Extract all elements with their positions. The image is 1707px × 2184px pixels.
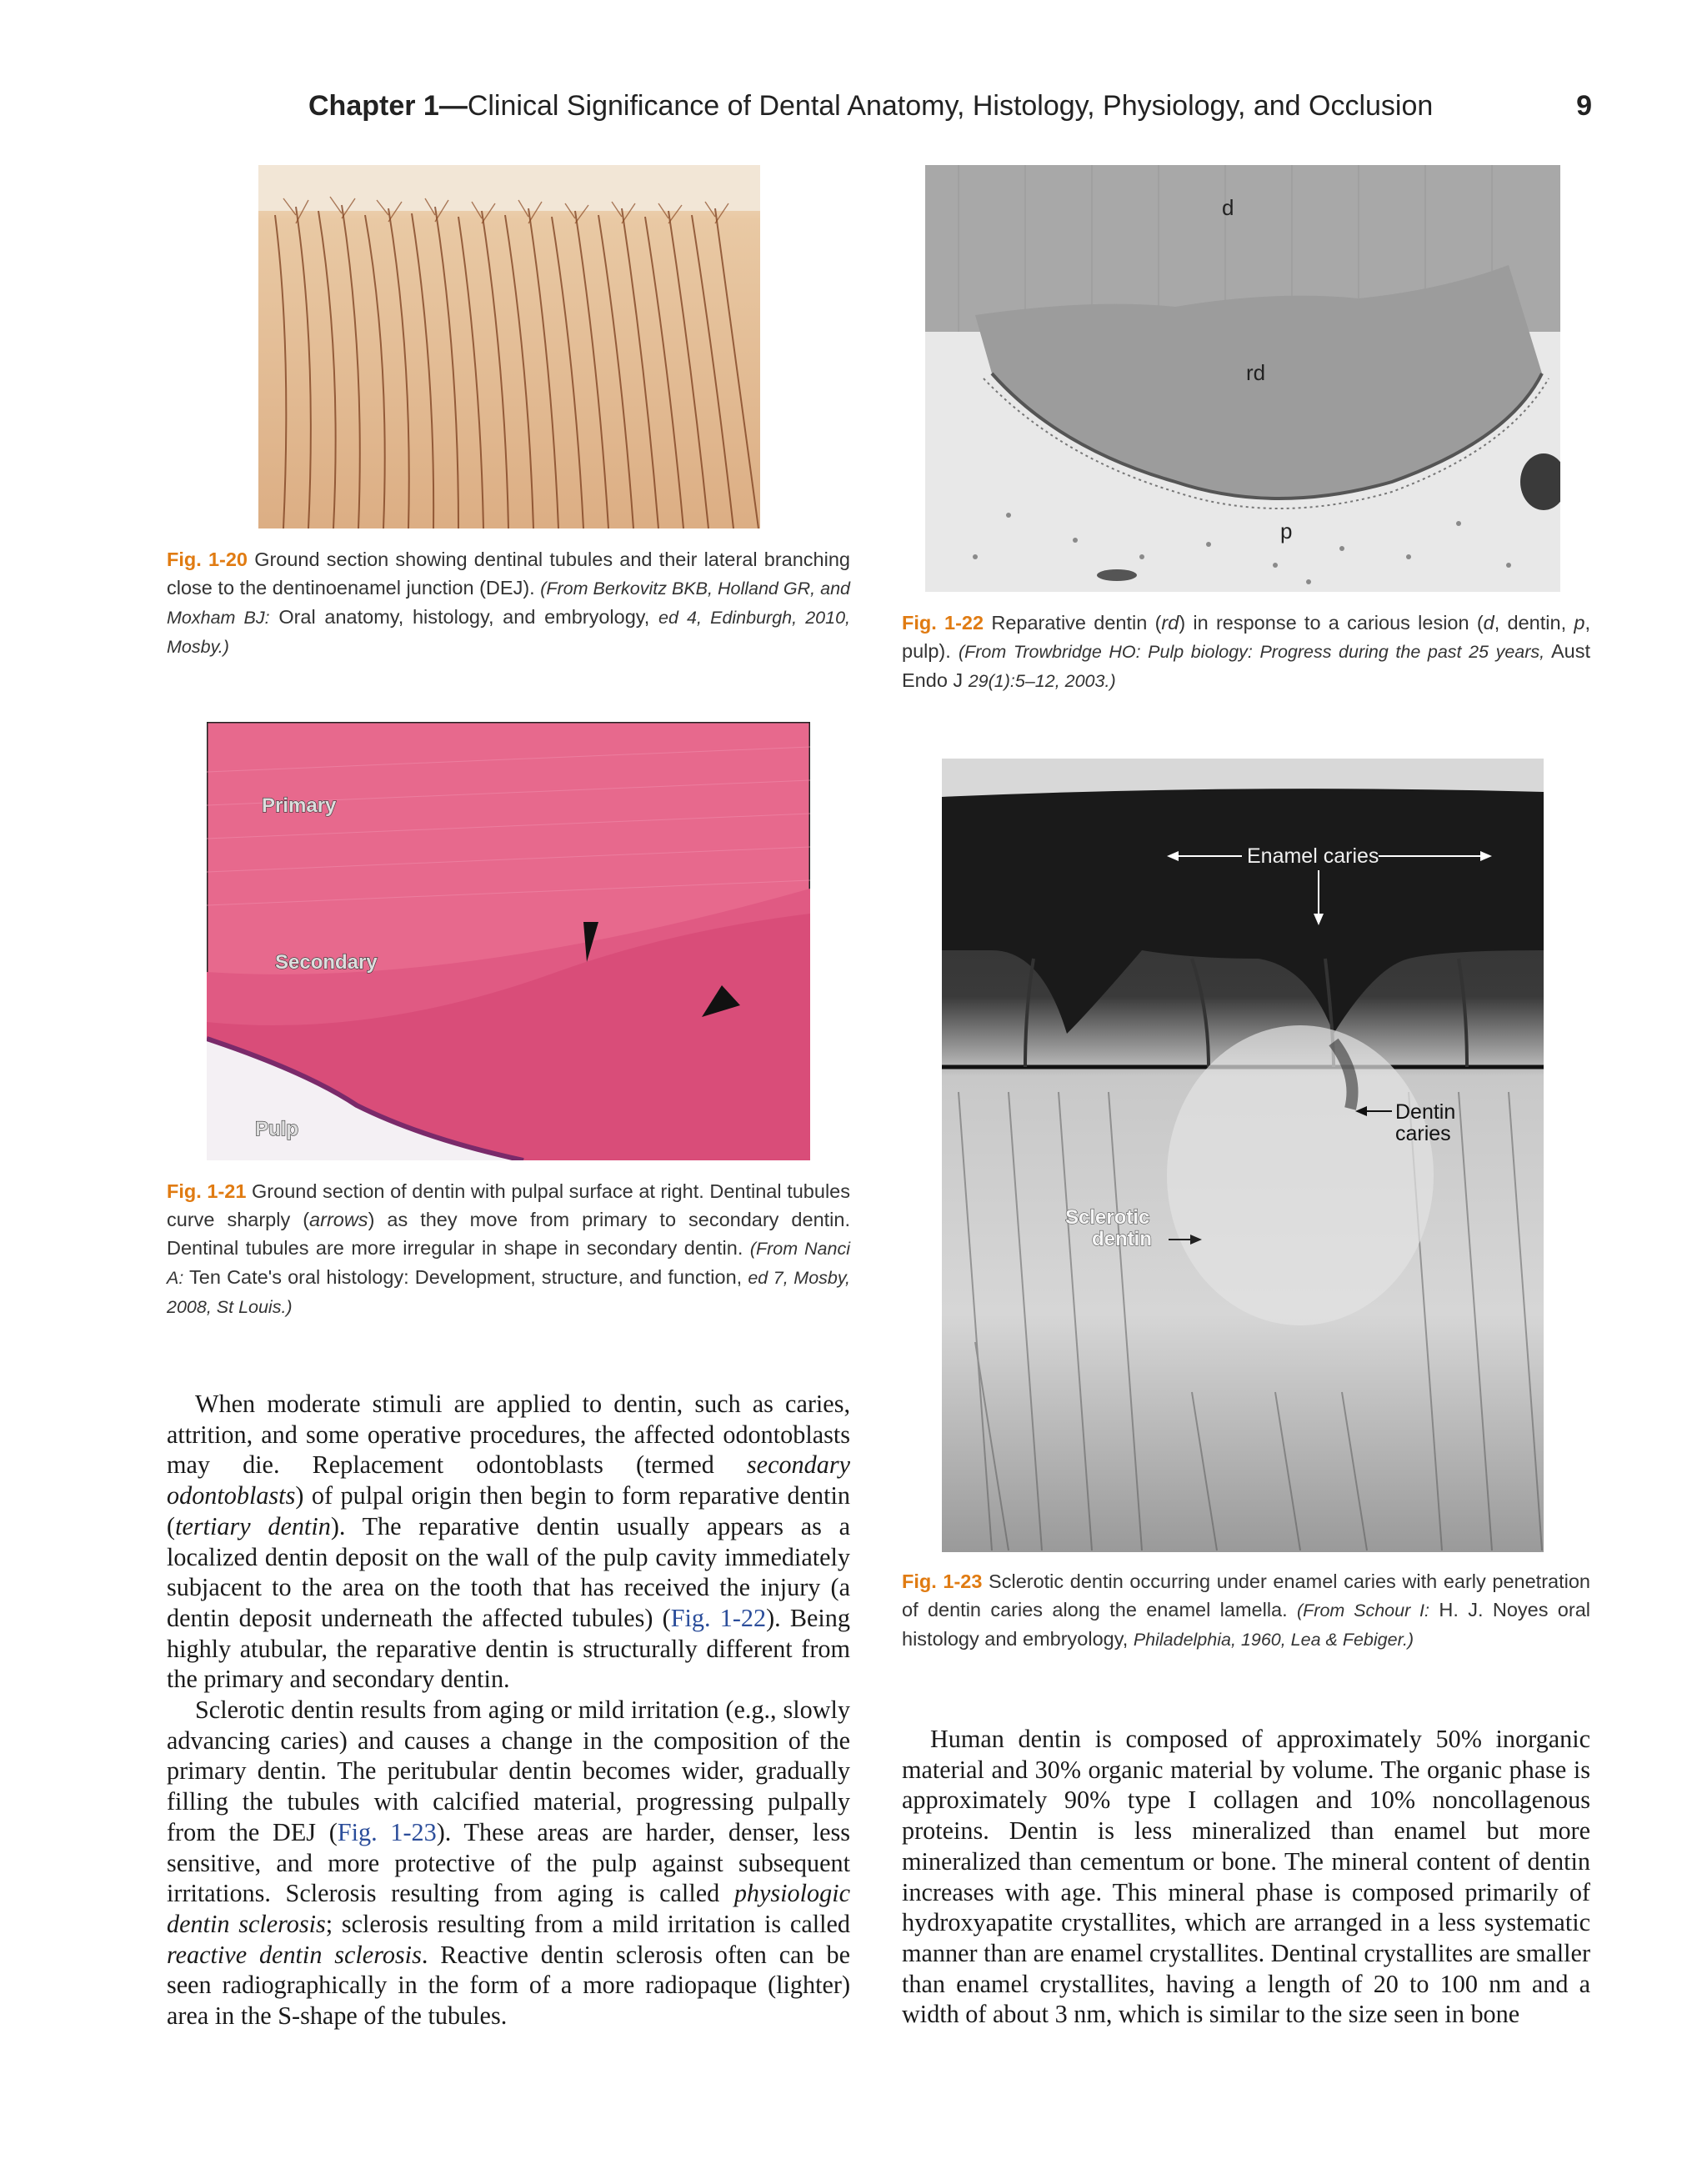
caption-term: p <box>1574 612 1585 634</box>
running-header <box>308 90 1592 133</box>
figure-1-23-caption <box>902 1567 1590 1654</box>
label-secondary: Secondary <box>275 951 378 974</box>
figure-number: Fig. 1-20 <box>167 549 248 570</box>
text-run: ; sclerosis resulting from a mild irritation is called <box>325 1909 850 1938</box>
figure-1-22-caption <box>902 609 1590 695</box>
chapter-label: Chapter 1— <box>308 90 468 122</box>
label-p: p <box>1280 518 1293 543</box>
label-dentin-caries-line1: Dentin <box>1395 1100 1456 1124</box>
caption-source-detail: Philadelphia, 1960, Lea & Febiger.) <box>1133 1630 1414 1650</box>
caption-text: , pulp). <box>902 612 1590 662</box>
caption-term: d <box>1483 612 1494 634</box>
chapter-title: Clinical Significance of Dental Anatomy, Histology, Physiology, and Occlusion <box>467 90 1434 122</box>
caption-source-title: H. J. Noyes oral histology and embryology, <box>902 1599 1590 1650</box>
term: secondary odontoblasts <box>167 1450 850 1510</box>
label-rd: rd <box>1246 360 1266 385</box>
caption-term: arrows <box>309 1209 368 1230</box>
caption-text: , dentin, <box>1494 612 1574 634</box>
label-pulp: Pulp <box>255 1118 298 1140</box>
caption-source: (From Berkovitz BKB, Holland GR, and Moxham BJ: <box>167 579 850 628</box>
caption-source: (From Trowbridge HO: Pulp biology: Progress during the past 25 years, <box>958 642 1545 662</box>
label-primary: Primary <box>262 794 337 817</box>
body-text-right-column <box>902 1724 1590 2030</box>
figure-1-21-image <box>207 722 810 1160</box>
label-sclerotic-line2: dentin <box>1092 1228 1152 1250</box>
figure-link[interactable]: Fig. 1-23 <box>337 1817 437 1846</box>
text-run: ). Being highly atubular, the reparative dentin is structurally different from the primary and secondary dentin. <box>167 1603 850 1694</box>
text-run: ). The reparative dentin usually appears as a localized dentin deposit on the wall of the pulp cavity immediately subjacent to the area on the tooth that has received the injury (a dentin deposit underneath the affected tubules) ( <box>167 1511 850 1632</box>
label-dentin-caries-line2: caries <box>1395 1122 1451 1145</box>
figure-1-20-image <box>258 165 760 528</box>
caption-source: (From Schour I: <box>1297 1600 1429 1620</box>
label-d: d <box>1222 195 1234 220</box>
caption-term: rd <box>1161 612 1179 634</box>
figure-1-20-caption <box>167 545 850 661</box>
caption-source-detail: ed 7, Mosby, 2008, St Louis.) <box>167 1268 851 1317</box>
paragraph: Human dentin is composed of approximately 50% inorganic material and 30% organic material by volume. The organic phase is approximately 90% type I collagen and 10% noncollagenous proteins. Dentin is less mineralized than enamel but more mineralized than cementum or bone. The mineral content of dentin increases with age. This mineral phase is composed primarily of hydroxyapatite crystallites, which are arranged in a less systematic manner than are enamel crystallites. Dentinal crystallites are smaller than enamel crystallites, having a length of 20 to 100 nm and a width of about 3 nm, which is similar to the size seen in bone <box>902 1725 1590 2029</box>
text-run: ) of pulpal origin then begin to form reparative dentin ( <box>167 1481 850 1540</box>
caption-source: (From Nanci A: <box>167 1239 850 1288</box>
text-run: ). These areas are harder, denser, less sensitive, and more protective of the pulp against subsequent irritations. Sclerosis resulting from aging is called <box>167 1817 850 1908</box>
figure-number: Fig. 1-23 <box>902 1570 983 1592</box>
caption-text: Ground section showing dentinal tubules and their lateral branching close to the dentinoenamel junction (DEJ). <box>167 549 850 599</box>
label-sclerotic-line1: Sclerotic <box>1065 1206 1150 1229</box>
caption-text: ) in response to a carious lesion ( <box>1179 612 1484 634</box>
text-run: . Reactive dentin sclerosis often can be seen radiographically in the form of a more radiopaque (lighter) area in the S-shape of the tubules. <box>167 1940 850 2031</box>
caption-text: Sclerotic dentin occurring under enamel caries with early penetration of dentin caries along the enamel lamella. <box>902 1570 1590 1620</box>
label-enamel-caries: Enamel caries <box>1247 844 1379 868</box>
term: tertiary dentin <box>175 1511 331 1540</box>
caption-text: Reparative dentin ( <box>991 612 1162 634</box>
text-run: When moderate stimuli are applied to dentin, such as caries, attrition, and some operative procedures, the affected odontoblasts may die. Replacement odontoblasts (termed <box>167 1390 850 1480</box>
figure-number: Fig. 1-21 <box>167 1180 247 1202</box>
figure-link[interactable]: Fig. 1-22 <box>670 1603 767 1632</box>
paragraph <box>167 1389 850 1695</box>
body-text-left-column <box>167 1389 850 2031</box>
figure-1-22-image <box>925 165 1560 592</box>
figure-number: Fig. 1-22 <box>902 612 984 634</box>
caption-text: ) as they move from primary to secondary dentin. Dentinal tubules are more irregular in shape in secondary dentin. <box>167 1209 850 1259</box>
figure-1-23-image <box>942 759 1544 1552</box>
caption-text: Ground section of dentin with pulpal surface at right. Dentinal tubules curve sharply ( <box>167 1180 850 1230</box>
page-number: 9 <box>1576 90 1592 122</box>
figure-1-21-caption <box>167 1177 850 1321</box>
caption-source-journal: Aust Endo J <box>902 640 1590 691</box>
caption-source-detail: 29(1):5–12, 2003.) <box>968 671 1116 691</box>
caption-source-title: Oral anatomy, histology, and embryology, <box>278 606 650 628</box>
term: reactive dentin sclerosis <box>167 1940 422 1969</box>
text-run: Sclerotic dentin results from aging or mild irritation (e.g., slowly advancing caries) and causes a change in the composition of the primary dentin. The peritubular dentin becomes wider, gradually filling the tubules with calcified material, progressing pulpally from the DEJ ( <box>167 1696 850 1846</box>
paragraph <box>167 1695 850 2031</box>
caption-source-title: Ten Cate's oral histology: Development, structure, and function, <box>189 1266 743 1288</box>
term: physiologic dentin sclerosis <box>167 1879 850 1938</box>
caption-source-detail: ed 4, Edinburgh, 2010, Mosby.) <box>167 608 851 657</box>
